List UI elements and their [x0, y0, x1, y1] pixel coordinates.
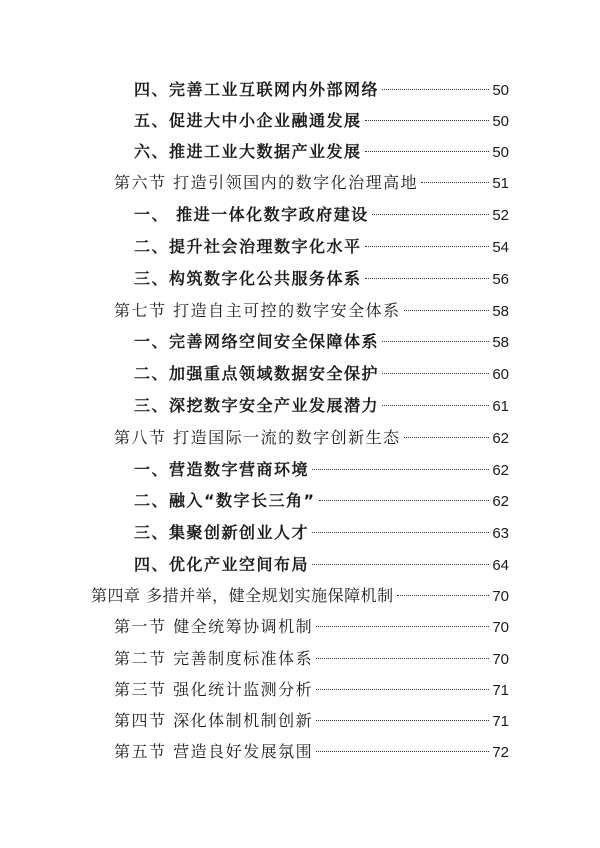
leader-dots	[404, 309, 490, 311]
toc-entry[interactable]	[114, 647, 509, 671]
toc-entry[interactable]	[134, 78, 509, 102]
toc-entry-label: 二、融入“数字长三角”	[134, 491, 316, 510]
toc-entry[interactable]	[134, 109, 509, 133]
toc-entry[interactable]	[114, 678, 509, 702]
toc-page-number: 70	[492, 588, 509, 605]
leader-dots	[312, 563, 489, 565]
toc-entry-label: 四、优化产业空间布局	[134, 555, 310, 574]
toc-entry[interactable]	[114, 709, 509, 733]
toc-entry[interactable]	[134, 394, 509, 418]
toc-entry-label: 第四章 多措并举，健全规划实施保障机制	[91, 586, 394, 605]
toc-entry-label: 第四节 深化体制机制创新	[114, 711, 314, 730]
toc-entry[interactable]	[134, 140, 509, 164]
toc-entry[interactable]	[134, 330, 509, 354]
leader-dots	[316, 719, 489, 721]
toc-page-number: 54	[492, 239, 509, 256]
toc-entry-label: 第三节 强化统计监测分析	[114, 680, 314, 699]
leader-dots	[372, 213, 490, 215]
toc-page-number: 58	[492, 334, 509, 351]
toc-entry-label: 三、集聚创新创业人才	[134, 523, 310, 542]
toc-entry-label: 三、深挖数字安全产业发展潜力	[134, 396, 380, 415]
toc-entry[interactable]	[91, 584, 509, 608]
toc-page-number: 58	[492, 303, 509, 320]
toc-entry[interactable]	[134, 489, 509, 513]
toc-page-number: 51	[492, 175, 509, 192]
leader-dots	[365, 245, 490, 247]
toc-page-number: 71	[492, 713, 509, 730]
toc-page-number: 61	[492, 398, 509, 415]
leader-dots	[316, 688, 489, 690]
toc-entry-label: 六、推进工业大数据产业发展	[134, 142, 362, 161]
leader-dots	[312, 468, 489, 470]
leader-dots	[316, 625, 489, 627]
toc-page-number: 70	[492, 651, 509, 668]
toc-entry[interactable]	[134, 553, 509, 577]
toc-entry[interactable]	[134, 203, 509, 227]
toc-entry[interactable]	[134, 267, 509, 291]
toc-entry[interactable]	[134, 521, 509, 545]
toc-entry[interactable]	[114, 426, 509, 450]
toc-entry[interactable]	[114, 740, 509, 764]
toc-entry-label: 第七节 打造自主可控的数字安全体系	[114, 301, 401, 320]
leader-dots	[365, 277, 490, 279]
toc-entry-label: 五、促进大中小企业融通发展	[134, 111, 362, 130]
toc-entry-label: 第五节 营造良好发展氛围	[114, 742, 314, 761]
toc-entry-label: 三、构筑数字化公共服务体系	[134, 269, 362, 288]
toc-page-number: 50	[492, 113, 509, 130]
leader-dots	[382, 88, 489, 90]
toc-page-number: 56	[492, 271, 509, 288]
toc-entry-label: 二、加强重点领域数据安全保护	[134, 364, 380, 383]
leader-dots	[404, 436, 490, 438]
leader-dots	[319, 499, 490, 501]
leader-dots	[365, 119, 490, 121]
toc-page-number: 62	[492, 462, 509, 479]
leader-dots	[397, 594, 490, 596]
toc-page-number: 50	[492, 82, 509, 99]
toc-page-number: 62	[492, 430, 509, 447]
toc-entry[interactable]	[114, 299, 509, 323]
toc-entry-label: 一、完善网络空间安全保障体系	[134, 332, 380, 351]
toc-page-number: 50	[492, 144, 509, 161]
toc-entry[interactable]	[134, 362, 509, 386]
leader-dots	[382, 404, 489, 406]
toc-entry[interactable]	[134, 458, 509, 482]
toc-page-number: 72	[492, 744, 509, 761]
toc-entry-label: 第八节 打造国际一流的数字创新生态	[114, 428, 401, 447]
toc-entry[interactable]	[114, 171, 509, 195]
leader-dots	[316, 657, 489, 659]
leader-dots	[316, 750, 489, 752]
toc-page-number: 64	[492, 557, 509, 574]
leader-dots	[312, 531, 489, 533]
toc-page-number: 62	[492, 493, 509, 510]
toc-entry-label: 第六节 打造引领国内的数字化治理高地	[114, 173, 419, 192]
toc-page-number: 70	[492, 619, 509, 636]
toc-entry-label: 二、提升社会治理数字化水平	[134, 237, 362, 256]
toc-page-number: 60	[492, 366, 509, 383]
toc-entry[interactable]	[114, 615, 509, 639]
toc-page-number: 52	[492, 207, 509, 224]
toc-entry-label: 第一节 健全统筹协调机制	[114, 617, 314, 636]
toc-entry-label: 一、营造数字营商环境	[134, 460, 310, 479]
toc-entry[interactable]	[134, 235, 509, 259]
leader-dots	[421, 181, 489, 183]
leader-dots	[382, 372, 489, 374]
leader-dots	[365, 150, 490, 152]
toc-page-number: 63	[492, 525, 509, 542]
toc-entry-label: 四、完善工业互联网内外部网络	[134, 80, 380, 99]
leader-dots	[382, 340, 489, 342]
toc-entry-label: 第二节 完善制度标准体系	[114, 649, 314, 668]
toc-page-number: 71	[492, 682, 509, 699]
toc-entry-label: 一、 推进一体化数字政府建设	[134, 205, 369, 224]
